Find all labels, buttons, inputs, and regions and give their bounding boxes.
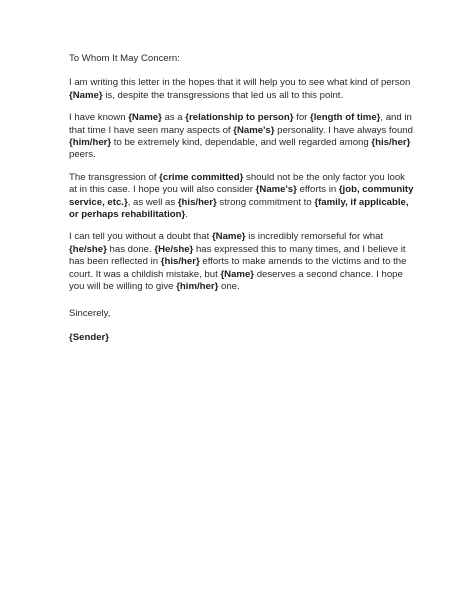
paragraph-text: as a [161,112,186,124]
placeholder-field: {He/she} [154,243,194,255]
placeholder-field: {job, community service, etc.} [69,184,414,208]
paragraph-text: personality. I have always found [274,124,413,136]
placeholder-field: {Name} [128,112,162,124]
placeholder-field: {he/she} [69,243,107,255]
placeholder-field: {his/her} [160,256,200,268]
placeholder-field: {his/her} [371,137,411,149]
placeholder-field: {relationship to person} [185,112,294,124]
paragraph-text: I have known [69,112,129,124]
letter-body [69,53,414,354]
paragraph-text: for [293,112,311,124]
paragraph-text: deserves a second chance. I hope you will be willing to give [69,268,403,293]
sender-name: {Sender} [69,331,109,343]
paragraph-text: I can tell you without a doubt that [69,231,212,243]
paragraph-text: , and in that time I have seen many aspects of [69,112,412,136]
paragraph [69,77,414,102]
paragraph-text: has done. [106,243,155,255]
paragraph-text: efforts in [296,184,339,196]
paragraph [69,112,414,162]
paragraph-text: has expressed this to many times, and I believe it has been reflected in [69,243,406,268]
placeholder-field: {length of time} [310,112,381,124]
paragraph-text: , as well as [127,196,178,208]
paragraph-text: should not be the only factor you look at in this case. I hope you will also consider [69,171,405,196]
letter-paragraphs [69,77,414,293]
salutation: To Whom It May Concern: [69,53,180,64]
placeholder-field: {him/her} [176,281,219,293]
paragraph-text: . [185,209,188,221]
paragraph-text: is, despite the transgressions that led us all to this point. [102,89,344,101]
paragraph-text: peers. [69,149,96,161]
paragraph-text: The transgression of [69,171,160,183]
closing: Sincerely, [69,307,111,319]
placeholder-field: {him/her} [69,137,112,149]
placeholder-field: {crime committed} [159,171,244,183]
paragraph-text: strong commitment to [216,196,315,208]
sender-signature [69,332,414,344]
paragraph-text: to be extremely kind, dependable, and well regarded among [111,137,372,149]
placeholder-field: {Name} [69,89,103,101]
placeholder-field: {Name} [220,268,255,280]
placeholder-field: {Name's} [233,124,275,136]
paragraph-text: I am writing this letter in the hopes that it will help you to see what kind of person [69,77,411,89]
paragraph-text: one. [218,281,240,293]
placeholder-field: {family, if applicable, or perhaps rehabilitation} [69,196,409,221]
paragraph-text: efforts to make amends to the victims and to the court. It was a childish mistake, but [69,256,407,280]
paragraph [69,231,414,293]
placeholder-field: {Name's} [255,184,297,196]
placeholder-field: {his/her} [177,196,217,208]
paragraph [69,172,414,222]
placeholder-field: {Name} [211,231,246,243]
paragraph-text: is incredibly remorseful for what [245,231,384,243]
